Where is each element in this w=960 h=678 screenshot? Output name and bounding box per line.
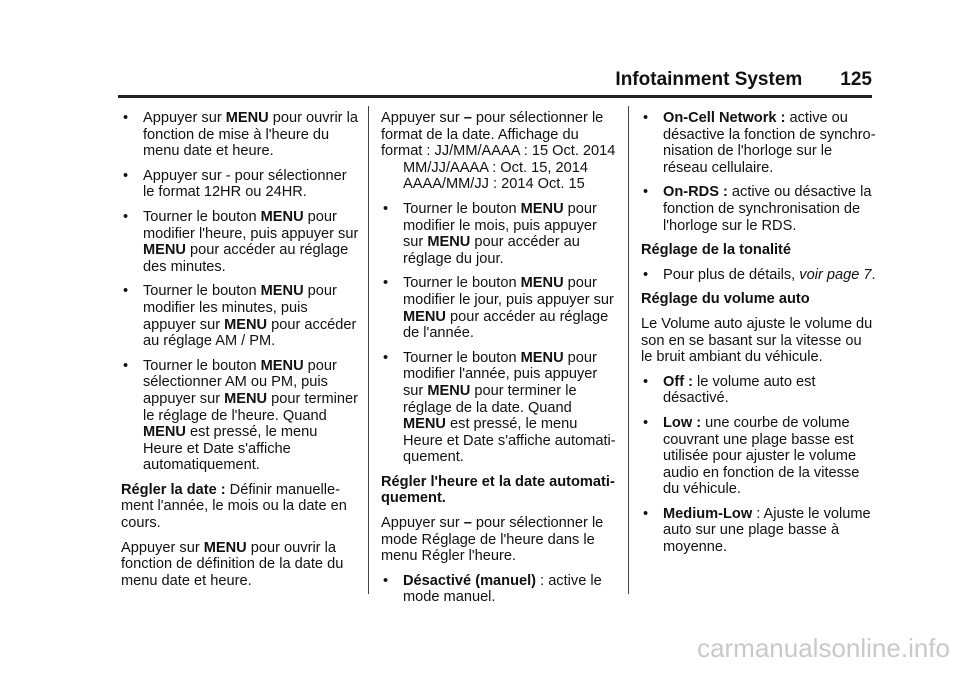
list-item: • Tourner le bouton MENU pour modifier les minutes, puis appuyer sur MENU pour accéder au réglage AM / PM. bbox=[123, 283, 357, 350]
column-divider bbox=[628, 106, 629, 594]
paragraph: Appuyer sur MENU pour ouvrir la fonction de définition de la date du menu date et heure. bbox=[121, 539, 344, 589]
section-heading: Régler l'heure et la date automatiquement. bbox=[381, 473, 615, 507]
column-2 bbox=[381, 110, 617, 614]
list-item: • Désactivé (manuel) : active le mode manuel. bbox=[383, 572, 602, 606]
list-item: • Off : le volume auto est désactivé. bbox=[643, 373, 816, 407]
paragraph: Le Volume auto ajuste le volume du son en se basant sur la vitesse ou le bruit ambiant du véhicule. bbox=[641, 315, 873, 366]
list-item: • Appuyer sur - pour sélectionner le format 12HR ou 24HR. bbox=[123, 167, 347, 201]
list-item: • Tourner le bouton MENU pour modifier l'heure, puis appuyer sur MENU pour accéder au réglage des minutes. bbox=[123, 208, 359, 275]
list-item: • Low : une courbe de volume couvrant une plage basse est utilisée pour ajuster le volume audio en fonction de la vitesse du véhicule. bbox=[643, 414, 860, 498]
format-line: AAAA/MM/JJ : 2014 Oct. 15 bbox=[403, 176, 585, 193]
section-heading: Réglage de la tonalité bbox=[641, 242, 792, 259]
section-title: Infotainment System bbox=[615, 69, 803, 90]
list-item: • Tourner le bouton MENU pour modifier le jour, puis appuyer sur MENU pour accéder au réglage de l'année. bbox=[383, 275, 614, 342]
format-line: MM/JJ/AAAA : Oct. 15, 2014 bbox=[403, 159, 588, 176]
page-number: 125 bbox=[840, 69, 872, 90]
paragraph: Appuyer sur – pour sélectionner le mode Réglage de l'heure dans le menu Régler l'heure. bbox=[381, 515, 604, 565]
page-header bbox=[0, 69, 872, 90]
paragraph: Appuyer sur – pour sélectionner le format de la date. Affichage du format : JJ/MM/AAAA : 15 Oct. 2014 bbox=[381, 110, 616, 160]
list-item: • Tourner le bouton MENU pour modifier le mois, puis appuyer sur MENU pour accéder au réglage du jour. bbox=[383, 200, 597, 267]
list-item: • Pour plus de détails, voir page 7. bbox=[643, 266, 876, 283]
list-item: • Appuyer sur MENU pour ouvrir la fonction de mise à l'heure du menu date et heure. bbox=[123, 110, 358, 160]
paragraph: Régler la date : Définir manuellement l'année, le mois ou la date en cours. bbox=[121, 481, 347, 532]
watermark: carmanualsonline.info bbox=[697, 633, 950, 663]
section-heading: Réglage du volume auto bbox=[641, 291, 810, 308]
list-item: • On-RDS : active ou désactive la fonction de synchronisation de l'horloge sur le RDS. bbox=[643, 184, 872, 234]
list-item: • Tourner le bouton MENU pour sélectionner AM ou PM, puis appuyer sur MENU pour terminer le réglage de l'heure. Quand MENU est pressé, le menu Heure et Date s'affiche automatiquement. bbox=[123, 357, 358, 474]
header-rule bbox=[118, 95, 872, 98]
list-item: • On-Cell Network : active ou désactive la fonction de synchronisation de l'horloge sur le réseau cellulaire. bbox=[643, 110, 876, 176]
column-1 bbox=[121, 110, 359, 597]
page-reference-link[interactable]: voir page 7 bbox=[799, 266, 872, 283]
list-item: • Medium-Low : Ajuste le volume auto sur une plage basse à moyenne. bbox=[643, 505, 871, 556]
list-item: • Tourner le bouton MENU pour modifier l'année, puis appuyer sur MENU pour terminer le réglage de la date. Quand MENU est pressé, le menu Heure et Date s'affiche automatiquement. bbox=[383, 349, 616, 466]
column-divider bbox=[368, 106, 369, 594]
column-3 bbox=[641, 110, 877, 564]
